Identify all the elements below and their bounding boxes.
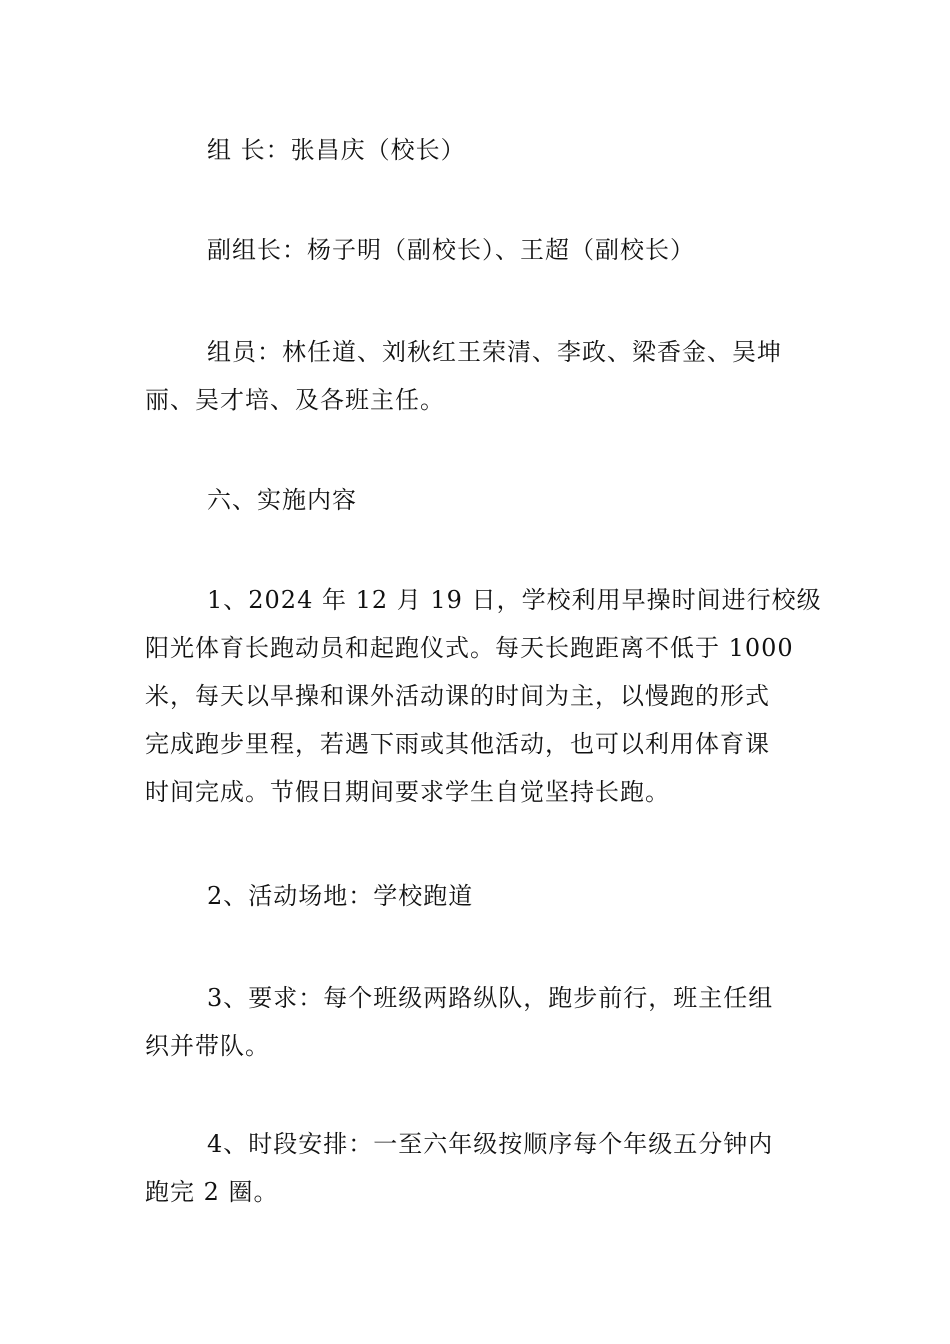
leader-line: 组 长：张昌庆（校长） [207, 136, 466, 164]
members-line-2: 丽、吴才培、及各班主任。 [145, 386, 445, 414]
leader-paragraph [145, 126, 815, 174]
item3-line-1: 3、要求：每个班级两路纵队，跑步前行，班主任组 [207, 984, 774, 1012]
item1-line-1: 1、2024 年 12 月 19 日，学校利用早操时间进行校级 [207, 586, 822, 614]
members-line-1: 组员：林任道、刘秋红王荣清、李政、梁香金、吴坤 [207, 338, 782, 366]
section-heading-text: 六、实施内容 [207, 486, 357, 514]
item4-paragraph [145, 1120, 815, 1216]
deputy-leader-line: 副组长：杨子明（副校长）、王超（副校长） [207, 236, 695, 264]
item3-paragraph [145, 974, 815, 1070]
section-heading [145, 476, 815, 524]
item1-line-4: 完成跑步里程，若遇下雨或其他活动，也可以利用体育课 [145, 730, 770, 758]
deputy-leader-paragraph [145, 226, 815, 274]
item1-line-5: 时间完成。节假日期间要求学生自觉坚持长跑。 [145, 778, 670, 806]
members-paragraph [145, 328, 815, 424]
item1-line-2: 阳光体育长跑动员和起跑仪式。每天长跑距离不低于 1000 [145, 634, 794, 662]
item2-line: 2、活动场地：学校跑道 [207, 882, 474, 910]
item4-line-1: 4、时段安排：一至六年级按顺序每个年级五分钟内 [207, 1130, 774, 1158]
item1-line-3: 米，每天以早操和课外活动课的时间为主，以慢跑的形式 [145, 682, 770, 710]
item3-line-2: 织并带队。 [145, 1032, 270, 1060]
item2-paragraph [145, 872, 815, 920]
item1-paragraph [145, 576, 822, 816]
item4-line-2: 跑完 2 圈。 [145, 1178, 279, 1206]
